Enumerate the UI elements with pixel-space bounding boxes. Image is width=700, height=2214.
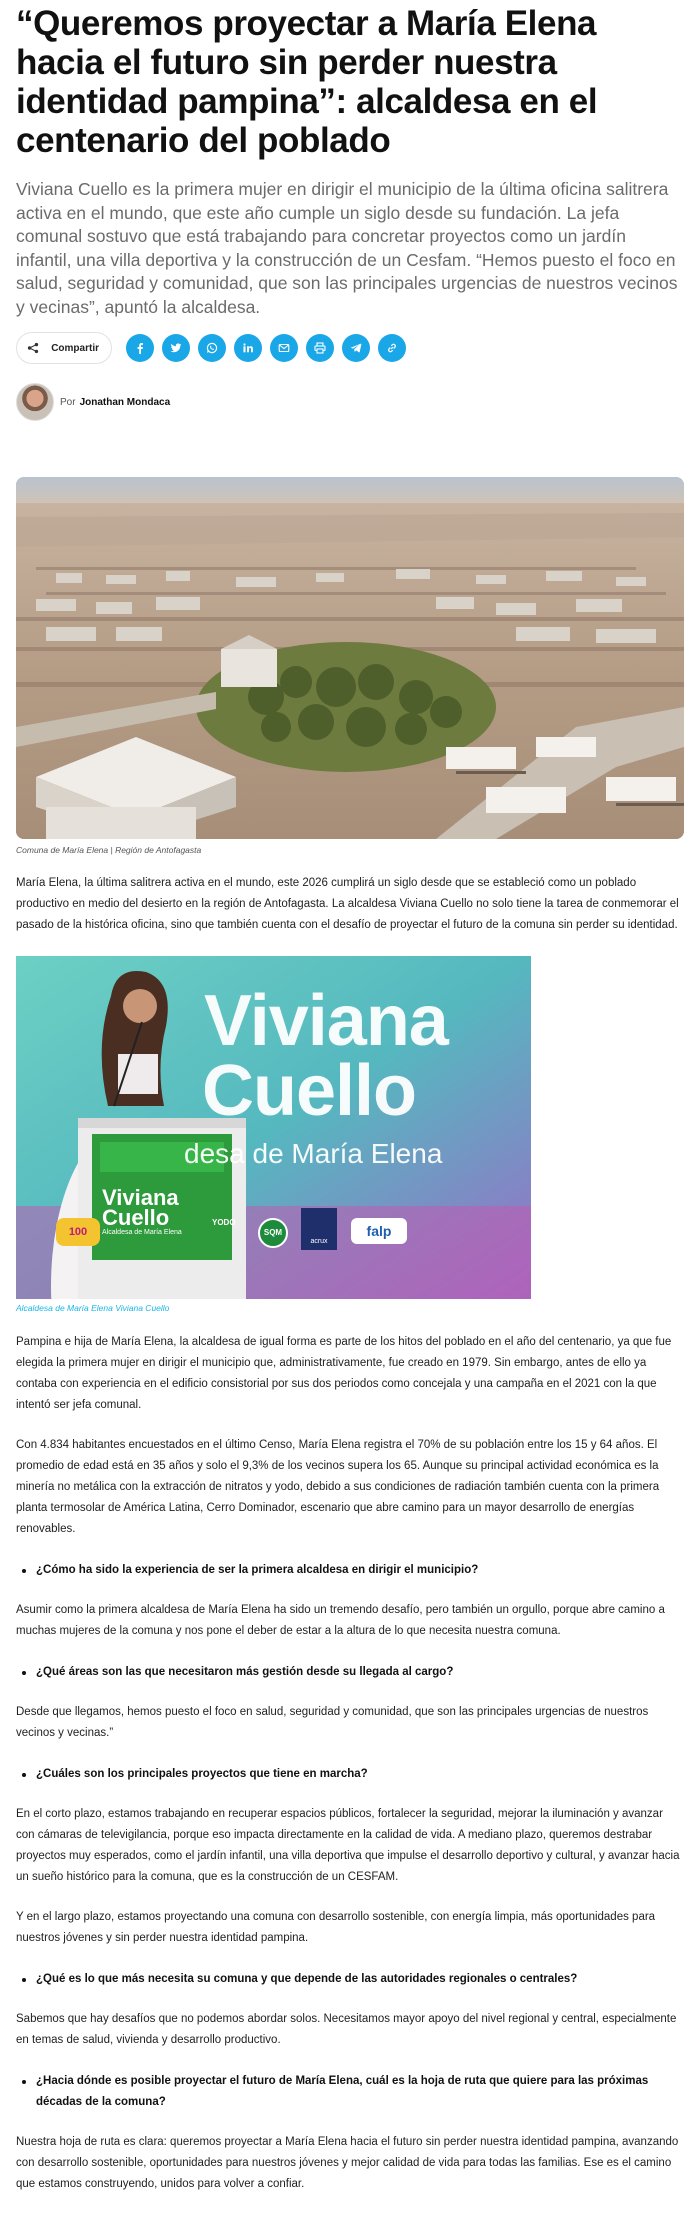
author-byline <box>16 383 684 421</box>
podium-title-1: Viviana <box>102 1185 179 1210</box>
paragraph-3: Con 4.834 habitantes encuestados en el último Censo, María Elena registra el 70% de su población entre los 15 y 64 años. El promedio de edad está en 35 años y solo el 9,3% de los vecinos supera los 65. Aunque su principal actividad económica es la minería no metálica con la extracción de nitratos y yodo, debido a sus condiciones de radiación también cuenta con la primera planta termosolar de América Latina, Cerro Dominador, escenario que abre camino para un mayor desarrollo de energías renovables. <box>16 1439 660 1535</box>
answer-3b: Y en el largo plazo, estamos proyectando una comuna con desarrollo sostenible, con energía limpia, más oportunidades para nuestros jóvenes y sin perder nuestra identidad pampina. <box>16 1911 656 1944</box>
question-1-text: ¿Cómo ha sido la experiencia de ser la primera alcaldesa en dirigir el municipio? <box>36 1564 479 1576</box>
bullet <box>22 2080 26 2084</box>
question-3-text: ¿Cuáles son los principales proyectos que tiene en marcha? <box>36 1768 368 1780</box>
logo-sqm: SQM <box>258 1218 288 1248</box>
social-buttons <box>126 334 406 362</box>
logo-acrux: acrux <box>301 1208 337 1250</box>
answer-3a: En el corto plazo, estamos trabajando en recuperar espacios públicos, fortalecer la seguridad, mejorar la iluminación y avanzar con cámaras de televigilancia, porque eso impacta directamente en la calidad de vida. A mediano plazo, queremos destrabar proyectos muy esperados, como el jardín infantil, una villa deportiva que impulse el desarrollo deportivo y cultural, y avanzar hacia un sueño histórico para la comuna, que es la construcción de un CESFAM. <box>16 1808 680 1883</box>
answer-4: Sabemos que hay desafíos que no podemos abordar solos. Necesitamos mayor apoyo del nivel regional y central, especialmente en temas de salud, vivienda y desarrollo productivo. <box>16 2013 677 2046</box>
author-name[interactable]: Jonathan Mondaca <box>79 396 171 408</box>
share-icon <box>27 341 39 355</box>
question-4-text: ¿Qué es lo que más necesita su comuna y que depende de las autoridades regionales o centrales? <box>36 1973 578 1985</box>
bullet <box>22 1671 26 1675</box>
question-2 <box>16 1662 684 1683</box>
question-5-text: ¿Hacia dónde es posible proyectar el futuro de María Elena, cuál es la hoja de ruta que quiere para las próximas décadas de la comuna? <box>36 2075 649 2108</box>
paragraph-1: María Elena, la última salitrera activa en el mundo, este 2026 cumplirá un siglo desde que se estableció como un poblado productivo en medio del desierto en la región de Antofagasta. La alcaldesa Viviana Cuello no solo tiene la tarea de conmemorar el pasado de la histórica oficina, sino que también cuenta con el desafío de proyectar el futuro de la comuna sin perder su identidad. <box>16 877 679 931</box>
paragraph-2: Pampina e hija de María Elena, la alcaldesa de igual forma es parte de los hitos del poblado en el año del centenario, ya que fue elegida la primera mujer en dirigir el municipio que, administrativamente, fue creado en 1979. Sin embargo, antes de ello ya contaba con experiencia en el edificio consistorial por sus dos periodos como concejala y una campaña en el 2021 con la que intentó ser jefa comunal. <box>16 1336 672 1411</box>
facebook-icon[interactable] <box>126 334 154 362</box>
author-avatar[interactable] <box>16 383 54 421</box>
byline-prefix: Por <box>60 396 76 408</box>
logo-100: 100 <box>56 1218 100 1246</box>
question-2-text: ¿Qué áreas son las que necesitaron más gestión desde su llegada al cargo? <box>36 1666 454 1678</box>
figure1-caption: Comuna de María Elena | Región de Antofagasta <box>16 845 202 855</box>
linkedin-icon[interactable] <box>234 334 262 362</box>
sign-title-2: Cuello <box>202 1051 417 1131</box>
answer-1: Asumir como la primera alcaldesa de María Elena ha sido un tremendo desafío, pero también un orgullo, porque abre camino a muchas mujeres de la comuna y nos pone el deber de estar a la altura de lo que necesita nuestra comuna. <box>16 1604 665 1637</box>
share-bar <box>16 331 684 365</box>
share-label: Compartir <box>51 342 99 354</box>
link-icon[interactable] <box>378 334 406 362</box>
podium-subtitle: Alcaldesa de María Elena <box>102 1229 182 1236</box>
share-button[interactable] <box>16 332 112 364</box>
sign-title-1: Viviana <box>204 981 448 1061</box>
town-aerial-photo <box>16 477 684 839</box>
logo-yodo: YODO <box>212 1218 236 1227</box>
email-icon[interactable] <box>270 334 298 362</box>
article-headline: “Queremos proyectar a María Elena hacia el futuro sin perder nuestra identidad pampina”: alcaldesa en el centenario del poblado <box>16 4 598 160</box>
question-3 <box>16 1764 684 1785</box>
bullet <box>22 1569 26 1573</box>
sign-subtitle: desa de María Elena <box>184 1138 443 1169</box>
question-1 <box>16 1560 684 1581</box>
mayor-photo <box>16 956 531 1299</box>
answer-5: Nuestra hoja de ruta es clara: queremos proyectar a María Elena hacia el futuro sin perder nuestra identidad pampina, avanzando con desarrollo sostenible, oportunidades para nuestros jóvenes y mejor calidad de vida para todas las familias. Ese es el camino que estamos construyendo, unidos para volver a confiar. <box>16 2136 679 2190</box>
figure2-caption: Alcaldesa de María Elena Viviana Cuello <box>16 1303 170 1313</box>
question-5 <box>16 2071 684 2113</box>
bullet <box>22 1773 26 1777</box>
question-4 <box>16 1969 684 1990</box>
telegram-icon[interactable] <box>342 334 370 362</box>
podium-title-2: Cuello <box>102 1205 170 1230</box>
article-lead: Viviana Cuello es la primera mujer en dirigir el municipio de la última oficina salitrera activa en el mundo, que este año cumple un siglo desde su fundación. La jefa comunal sostuvo que está trabajando para concretar proyectos como un jardín infantil, una villa deportiva y la construcción de un Cesfam. “Hemos puesto el foco en salud, seguridad y comunidad, que son las principales urgencias de nuestros vecinos y vecinas”, apuntó la alcaldesa. <box>16 179 678 317</box>
whatsapp-icon[interactable] <box>198 334 226 362</box>
logo-falp: falp <box>351 1218 407 1244</box>
answer-2: Desde que llegamos, hemos puesto el foco en salud, seguridad y comunidad, que son las principales urgencias de nuestros vecinos y vecinas.” <box>16 1706 649 1739</box>
bullet <box>22 1978 26 1982</box>
print-icon[interactable] <box>306 334 334 362</box>
twitter-icon[interactable] <box>162 334 190 362</box>
